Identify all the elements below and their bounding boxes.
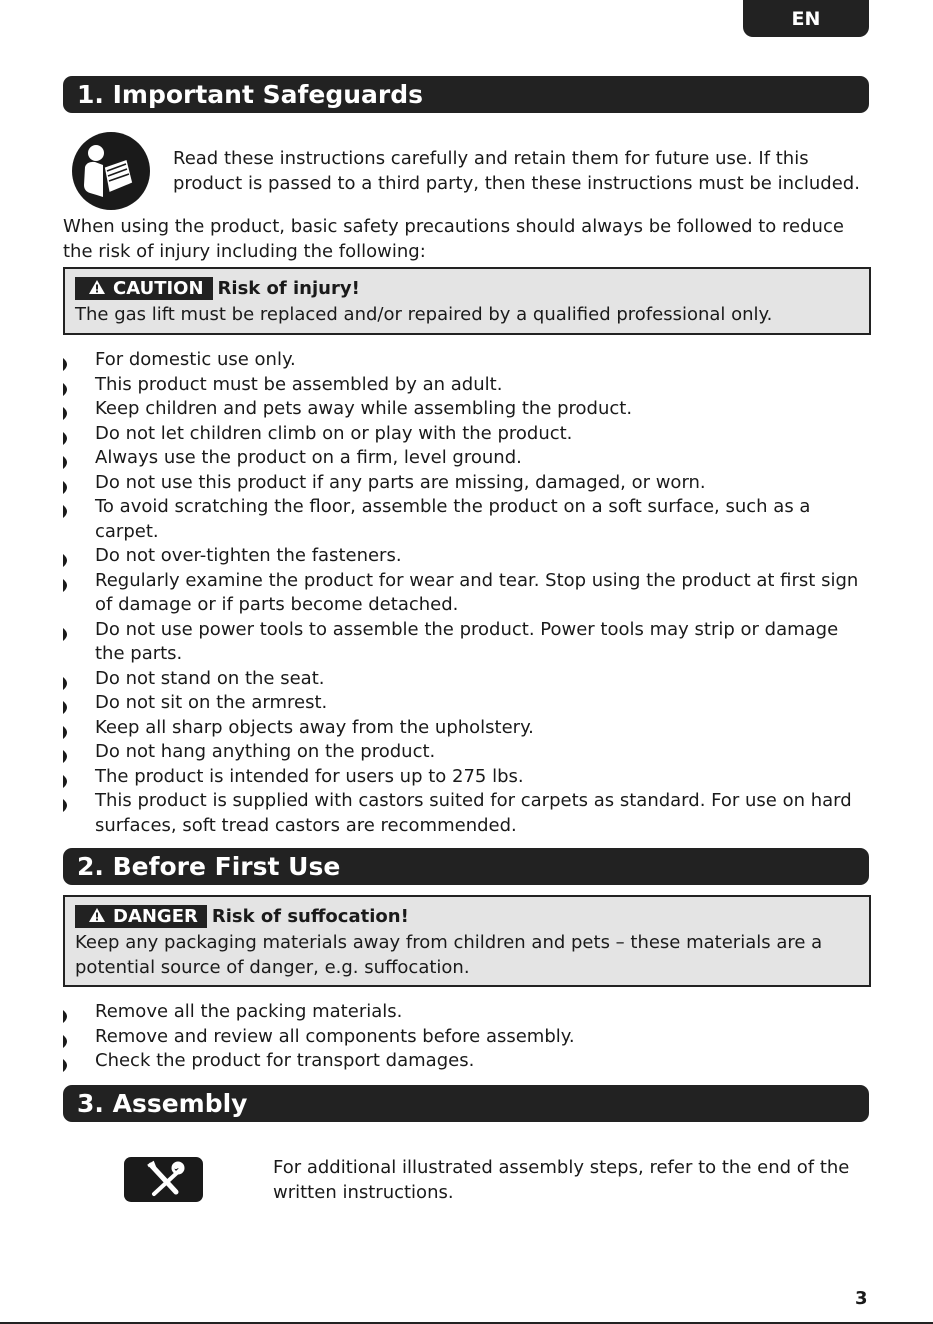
list-item-text: Regularly examine the product for wear and tear. Stop using the product at first sign of damage or if parts become detached. [95, 569, 859, 615]
danger-badge-label: DANGER [113, 905, 198, 927]
danger-notice [63, 895, 871, 987]
list-item-text: Do not hang anything on the product. [95, 741, 436, 762]
before-first-use-list [63, 1000, 863, 1074]
list-item [63, 740, 863, 765]
list-item [63, 1025, 863, 1050]
warning-triangle-icon [89, 905, 105, 928]
list-item [63, 569, 863, 618]
list-item [63, 667, 863, 692]
list-item-text: Keep children and pets away while assembling the product. [95, 398, 633, 419]
bullet-arrow-icon [63, 1055, 71, 1080]
list-item [63, 422, 863, 447]
list-item [63, 373, 863, 398]
list-item [63, 618, 863, 667]
page-number: 3 [855, 1288, 868, 1309]
precaution-line-1: When using the product, basic safety precautions should always be followed to reduce [63, 216, 844, 237]
list-item [63, 446, 863, 471]
list-item-text: Do not let children climb on or play with the product. [95, 422, 573, 444]
list-item-text: Do not use power tools to assemble the product. Power tools may strip or damage the parts. [95, 618, 839, 664]
precaution-line-2: the risk of injury including the following: [63, 240, 426, 262]
list-item-text: Do not over-tighten the fasteners. [95, 545, 402, 566]
bullet-arrow-icon [63, 624, 71, 649]
list-item [63, 495, 863, 544]
tools-icon [124, 1157, 203, 1202]
list-item-text: Do not use this product if any parts are missing, damaged, or worn. [95, 471, 706, 493]
caution-notice [63, 267, 871, 335]
danger-text: Keep any packaging materials away from children and pets – these materials are a potential source of danger, e.g. suffocation. [75, 932, 823, 978]
list-item [63, 1049, 863, 1074]
read-instructions-text [173, 147, 873, 196]
section-heading-before-first-use: 2. Before First Use [63, 848, 869, 885]
safeguards-list [63, 348, 863, 838]
list-item-text: Do not stand on the seat. [95, 667, 325, 689]
list-item-text: This product is supplied with castors suited for carpets as standard. For use on hard surfaces, soft tread castors are recommended. [95, 790, 852, 836]
caution-text: The gas lift must be replaced and/or repaired by a qualified professional only. [75, 304, 773, 325]
list-item-text: Remove all the packing materials. [95, 1001, 403, 1022]
caution-badge [75, 277, 213, 300]
list-item-text: For domestic use only. [95, 349, 296, 370]
read-instructions-line-1: Read these instructions carefully and retain them for future use. If this [173, 148, 809, 169]
bullet-arrow-icon [63, 795, 71, 820]
list-item [63, 716, 863, 741]
caution-title: Risk of injury! [217, 277, 360, 299]
assembly-text [273, 1156, 883, 1205]
list-item [63, 789, 863, 838]
list-item [63, 765, 863, 790]
list-item-text: Remove and review all components before assembly. [95, 1025, 575, 1047]
list-item [63, 471, 863, 496]
list-item [63, 348, 863, 373]
section-heading-important-safeguards: 1. Important Safeguards [63, 76, 869, 113]
list-item [63, 691, 863, 716]
bullet-arrow-icon [63, 575, 71, 600]
read-instructions-line-2: product is passed to a third party, then these instructions must be included. [173, 172, 860, 194]
warning-triangle-icon [89, 277, 105, 300]
assembly-line-1: For additional illustrated assembly steps, refer to the end of the [273, 1157, 850, 1178]
bullet-arrow-icon [63, 501, 71, 526]
safety-precautions-intro [63, 215, 883, 264]
language-tab: EN [743, 0, 869, 37]
list-item [63, 544, 863, 569]
list-item-text: To avoid scratching the floor, assemble the product on a soft surface, such as a carpet. [95, 496, 811, 542]
danger-badge [75, 905, 207, 928]
list-item-text: Check the product for transport damages. [95, 1050, 475, 1071]
danger-title: Risk of suffocation! [211, 905, 409, 927]
section-heading-assembly: 3. Assembly [63, 1085, 869, 1122]
caution-badge-label: CAUTION [113, 277, 204, 299]
list-item-text: The product is intended for users up to 275 lbs. [95, 765, 524, 787]
list-item-text: Do not sit on the armrest. [95, 692, 328, 713]
list-item-text: This product must be assembled by an adult. [95, 373, 503, 395]
list-item [63, 397, 863, 422]
list-item-text: Keep all sharp objects away from the upholstery. [95, 716, 534, 738]
assembly-line-2: written instructions. [273, 1181, 454, 1203]
read-manual-icon [71, 131, 151, 211]
list-item-text: Always use the product on a firm, level ground. [95, 447, 522, 468]
list-item [63, 1000, 863, 1025]
